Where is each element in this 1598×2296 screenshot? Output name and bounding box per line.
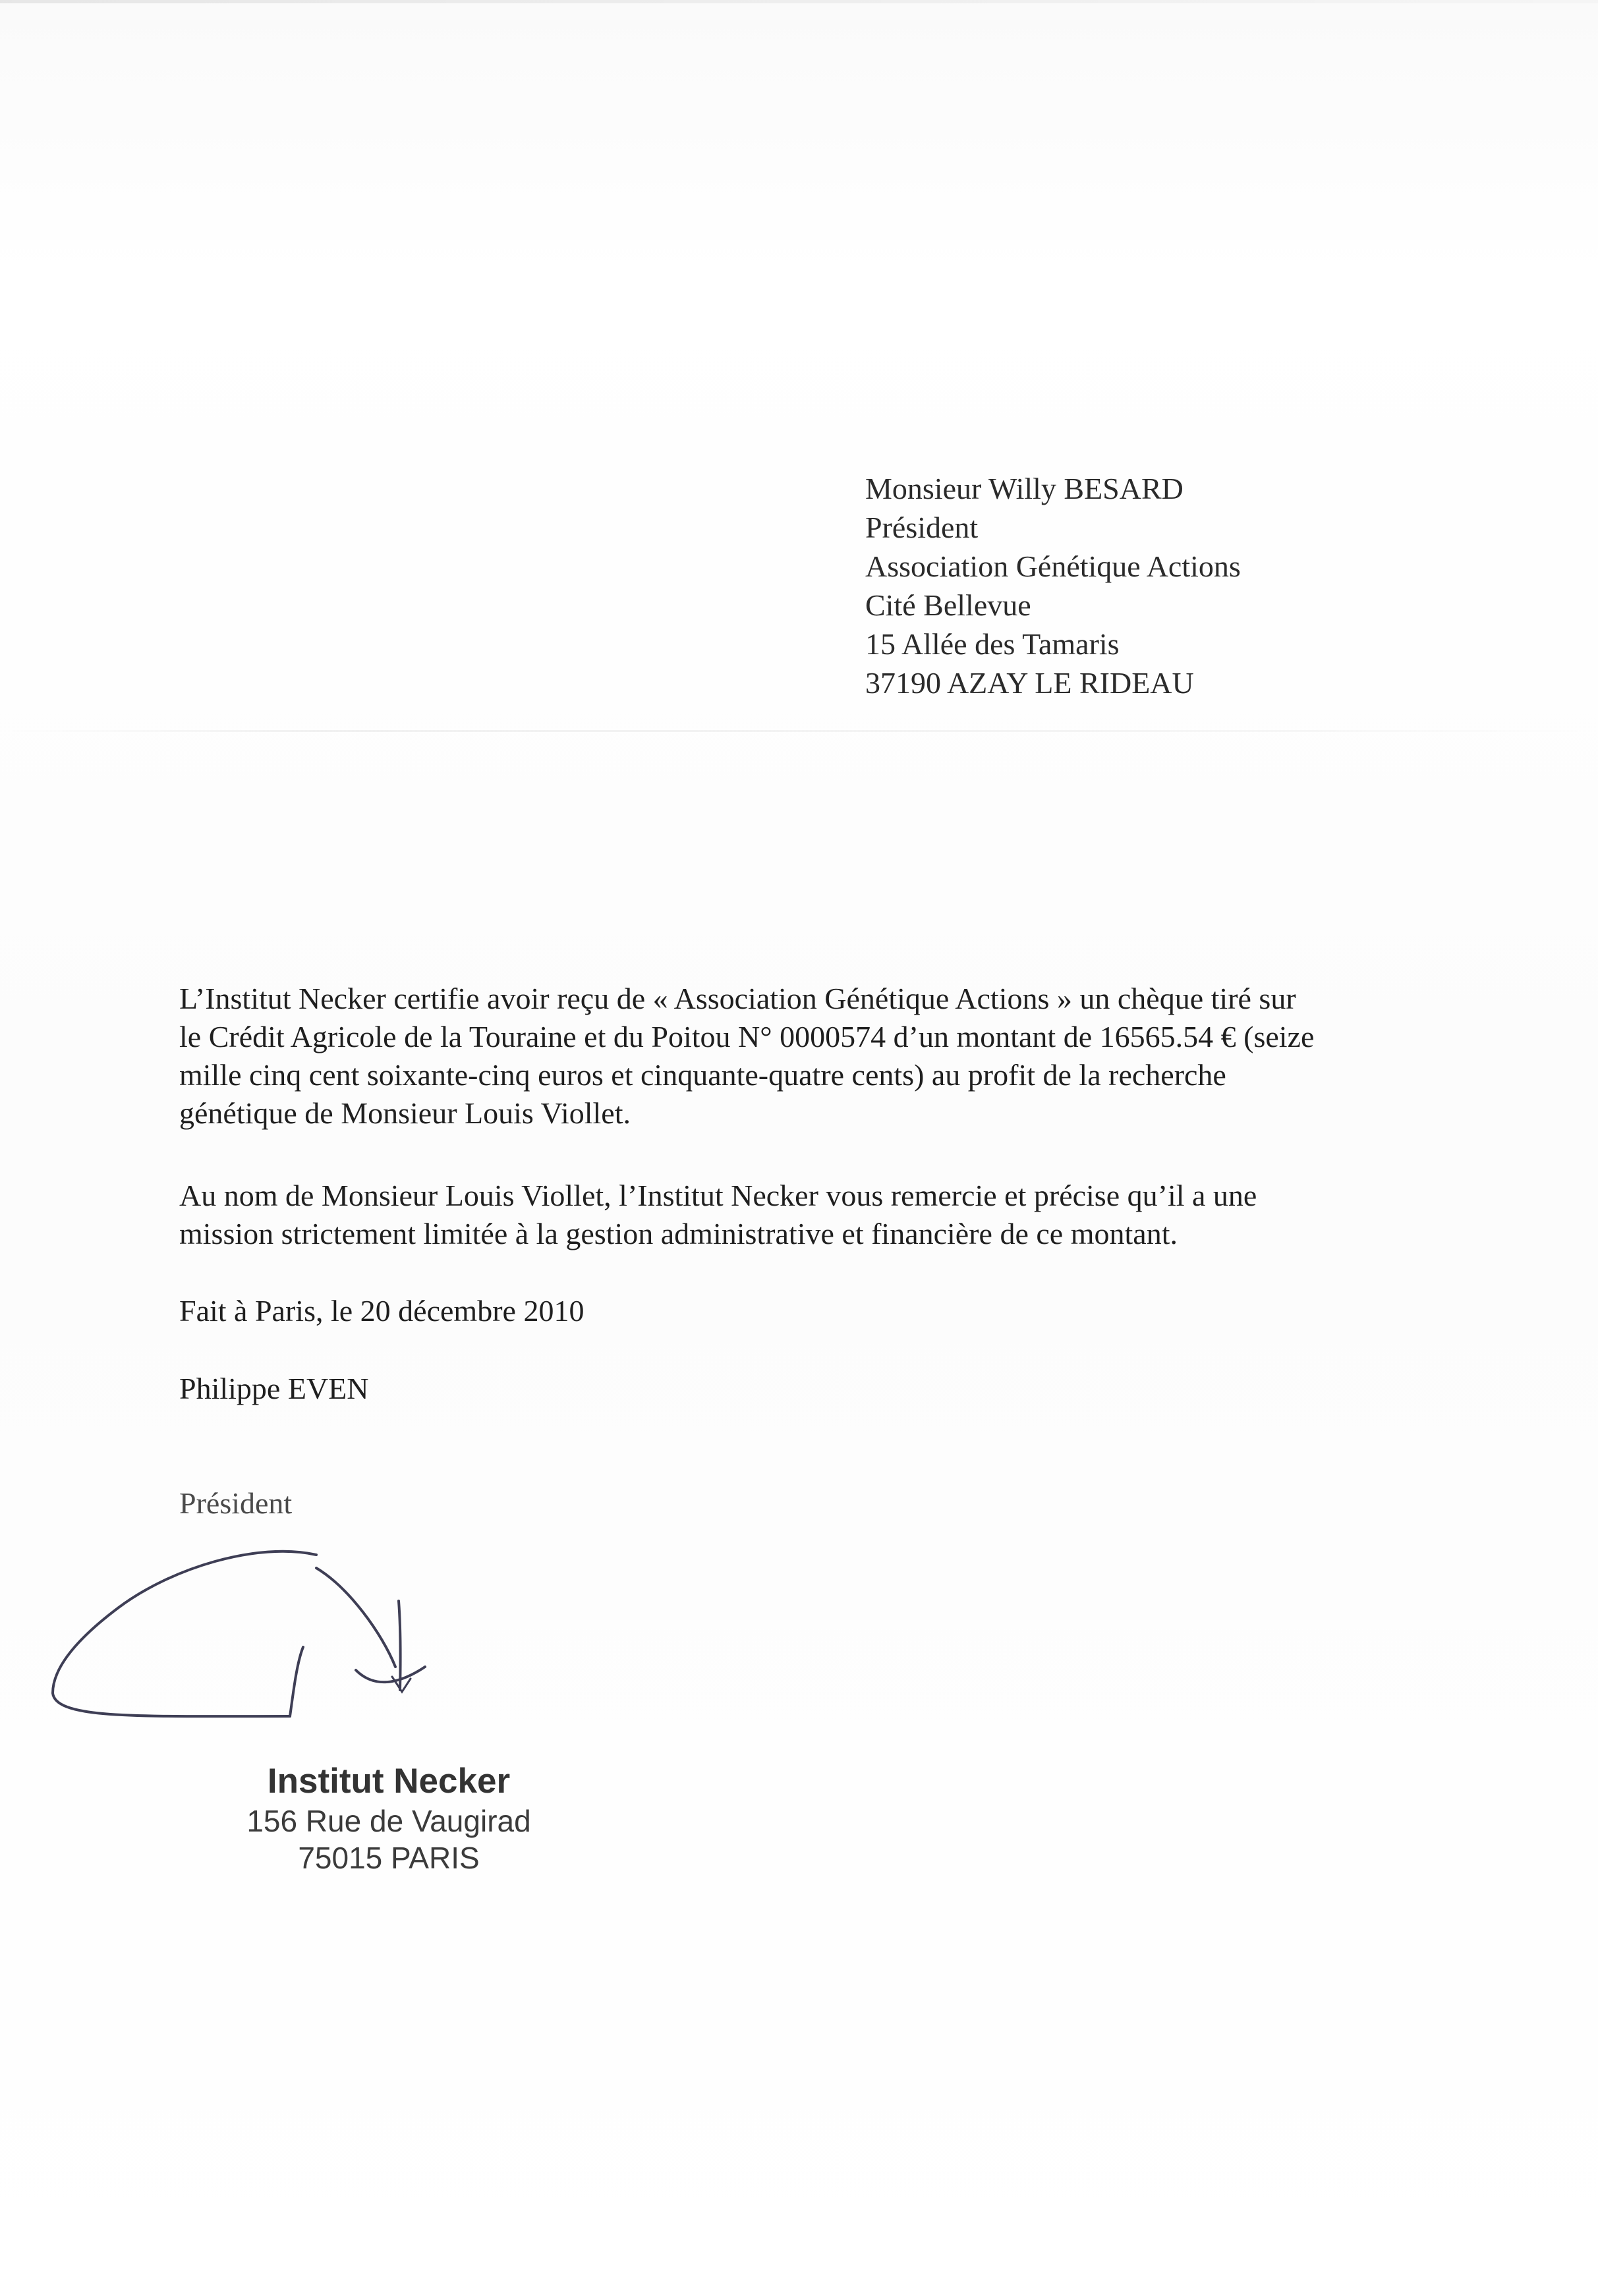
- recipient-title: Président: [865, 511, 979, 544]
- stamp-address-line1: 156 Rue de Vaugirad: [246, 1804, 531, 1838]
- recipient-name: Monsieur Willy BESARD: [865, 472, 1184, 505]
- recipient-address-line1: Cité Bellevue: [865, 588, 1031, 622]
- date-line: Fait à Paris, le 20 décembre 2010: [179, 1294, 585, 1328]
- page-top-edge: [0, 0, 1598, 3]
- letter-paragraph-1: [179, 980, 1431, 1133]
- handwritten-signature: [40, 1528, 501, 1726]
- page-fold-line: [0, 730, 1598, 732]
- paragraph-2-line-2: mission strictement limitée à la gestion administrative et financière de ce montant.: [179, 1217, 1178, 1250]
- recipient-address-block: [865, 469, 1241, 702]
- institution-stamp: [217, 1760, 560, 1876]
- recipient-organization: Association Génétique Actions: [865, 549, 1241, 583]
- paragraph-1-line-4: génétique de Monsieur Louis Viollet.: [179, 1096, 631, 1130]
- signer-name: Philippe EVEN: [179, 1372, 369, 1405]
- paragraph-1-line-1: L’Institut Necker certifie avoir reçu de « Association Génétique Actions » un chèque tiré sur: [179, 982, 1296, 1015]
- letter-paragraph-2: [179, 1177, 1257, 1253]
- paragraph-1-line-3: mille cinq cent soixante-cinq euros et cinquante-quatre cents) au profit de la recherche: [179, 1058, 1226, 1092]
- signer-title: Président: [179, 1486, 293, 1520]
- recipient-address-line2: 15 Allée des Tamaris: [865, 627, 1120, 661]
- stamp-institution-name: Institut Necker: [267, 1762, 511, 1801]
- recipient-postal-city: 37190 AZAY LE RIDEAU: [865, 666, 1194, 700]
- paragraph-1-line-2: le Crédit Agricole de la Touraine et du Poitou N° 0000574 d’un montant de 16565.54 € (seize: [179, 1020, 1315, 1053]
- paragraph-2-line-1: Au nom de Monsieur Louis Viollet, l’Institut Necker vous remercie et précise qu’il a une: [179, 1179, 1257, 1212]
- stamp-address-line2: 75015 PARIS: [298, 1841, 480, 1875]
